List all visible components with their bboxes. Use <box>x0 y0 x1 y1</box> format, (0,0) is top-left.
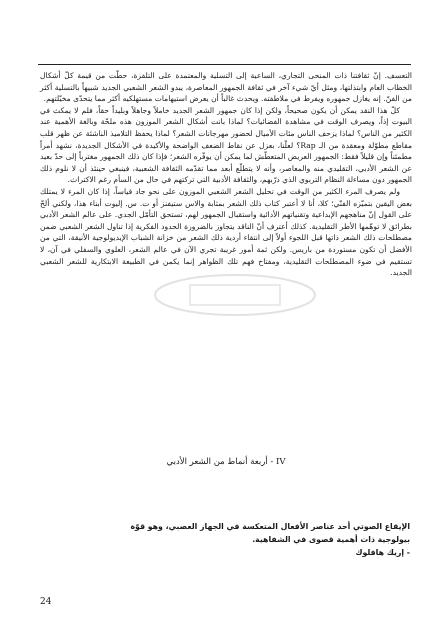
page-number: 24 <box>40 597 52 607</box>
section-heading: IV - أربعة أنماط من الشعر الأدبي <box>166 457 286 467</box>
body-text <box>40 70 412 279</box>
epigraph <box>60 520 410 559</box>
paragraph-1: التعسف. إنّ ثقافتنا ذات المنحى التجاري، الساعية إلى التسلية والمعتمدة على التلفزة، حطّت من قيمة كلّ أشكال الخطاب العام وابتذلتها، ومثل أيّ شيء آخر في ثقافة الجمهور المعاصرة، يبدو الشعر الشعبي الجديد شبيهاً بالتسلية أكثر من الفنّ. إنه يغازل جمهوره ويفرط في ملاطفته. ويحدث غالباً أن يعرض استيهامات مستهلكيه أكثر مما يتحدّى مخيّلتهم. <box>40 71 412 104</box>
watermark-icon <box>150 270 320 320</box>
epigraph-line-2: بيولوجية ذات أهمية قصوى في الشفاهية. <box>252 535 410 544</box>
paragraph-3: ولم يصرف المرء الكثير من الوقت في تحليل الشعر الشعبي الموزون على نحو جاد قياساً، إذا كان المرء لا يمتلك بعض اليقين بتميّزه الفنّي؛ كلا، أنا لا أعتبر كتاب ذلك الشعر بمثابة والاس ستيفنز أو ت. س. إليوت أبناء هذا، ولكني ألحّ على القول إنّ مناهجهم الإبداعية وتقنياتهم الأدائية واستقبال الجمهور لهم، تستحق التأمّل الجدي. على عالم الشعر الأدبي بطرائق لا توهّمها الأطر التقليدية. كذلك أعترف أنّ الناقد يتجاوز بالضرورة الحدود الفكرية إذا تناول الشعر الشعبي ضمن مصطلحات ذلك الشعر ذاتها قبل اللجوء أولاً إلى انتقاء أردية ذلك الشعر من خزانة الشباب الإيديولوجية الأنيقة، التي من الأفضل أن تكون مستوردة من باريس. ولكن ثمة أمور غريبة تجري الآن في عالم الشعر، العلوي والسفلي في آن، لا تستقيم في ضوء المصطلحات التقليدية، ومفتاح فهم تلك الظواهر إنما يكمن في الطبيعة الابتكارية للشعر الشعبي الجديد. <box>40 186 412 278</box>
epigraph-attribution: - إريك هافلوك <box>355 548 410 557</box>
top-rule <box>38 64 411 65</box>
epigraph-line-1: الإيقاع الصوتي أحد عناصر الأفعال المتعكسة في الجهاز العصبي، وهو قوّة <box>130 522 410 531</box>
paragraph-2: كلّ هذا النقد يمكن أن يكون صحيحاً، ولكن إذا كان جمهور الشعر الجديد خاملاً وجاهلاً وبليداً حقاً، فلم لا يمكث في البيوت إذاً، ويصرف الوقت في مشاهدة الفضائيات؟ لماذا بانت أشكال الشعر الموزون هذه ملحّة وبالغة الأهمية عند الكثير من الناس؟ لماذا يزحف الناس مئات الأميال لحضور مهرجانات الشعر؟ لماذا يحفظ التلاميذ الناشئة عن ظهر قلب مقاطع مطوّلة ومعقدة من الـ Rap؟ لعلّنا، بعزل عن نقاط الضعف الواضحة والأكيدة في الأشكال الجديدة، نشهد أمراً مطمئناً وإن قليلاً فقط: الجمهور العريض المتعطّش لما يمكن أن يوفّره الشعر؛ فإذا كان ذلك الجمهور مغترباً إلى حدّ بعيد عن الشعر الأدبي، التقليدي منه والمعاصر، وأنه لا يتطلّع أبعد مما تقدّمه الثقافة الشعبية، فينبغي حينئذ أن لا نلوم ذلك الجمهور دون مساءلة النظام التربوي الذي درّبهم، والثقافة الأدبية التي تركتهم في حال من السأم رغم الاكتراث. <box>40 105 413 185</box>
